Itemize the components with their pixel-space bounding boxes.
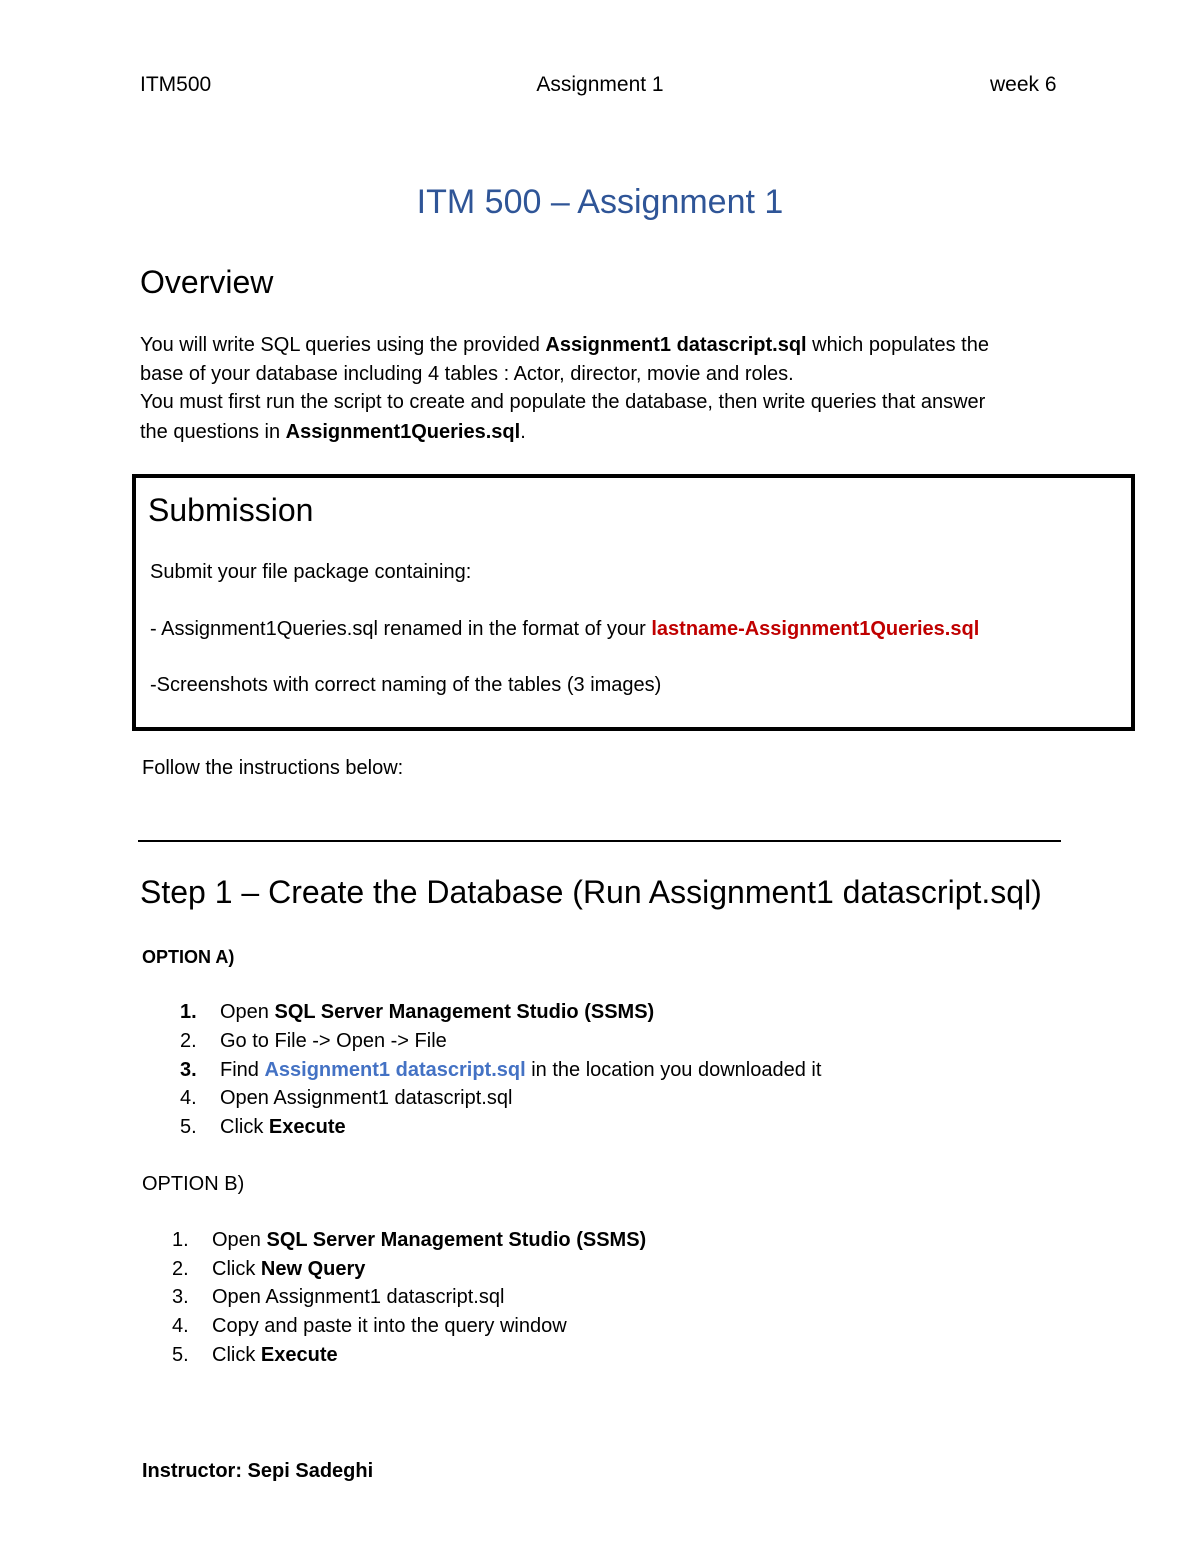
list-text: Copy and paste it into the query window xyxy=(212,1315,567,1337)
header-assignment: Assignment 1 xyxy=(536,73,664,96)
list-number: 3. xyxy=(172,1286,189,1308)
list-bold: Execute xyxy=(260,1344,338,1366)
list-number: 4. xyxy=(180,1087,197,1109)
submission-line-3: -Screenshots with correct naming of the tables (3 images) xyxy=(150,674,662,696)
datascript-link: Assignment1 datascript.sql xyxy=(264,1059,526,1081)
list-item xyxy=(172,1226,646,1254)
submission-text: - Assignment1Queries.sql renamed in the format of your xyxy=(150,618,652,640)
list-item xyxy=(172,1255,365,1283)
overview-text: which populates the xyxy=(806,334,989,356)
list-text: Open xyxy=(220,1001,275,1023)
list-text: Open Assignment1 datascript.sql xyxy=(220,1087,513,1109)
list-text: Go to File -> Open -> File xyxy=(220,1030,447,1052)
list-bold: SQL Server Management Studio (SSMS) xyxy=(274,1001,655,1023)
list-number: 5. xyxy=(180,1116,197,1138)
footer-instructor: Instructor: Sepi Sadeghi xyxy=(142,1460,374,1482)
list-bold: SQL Server Management Studio (SSMS) xyxy=(266,1229,647,1251)
page-title: ITM 500 – Assignment 1 xyxy=(416,183,784,221)
header-course: ITM500 xyxy=(140,73,212,96)
list-number: 3. xyxy=(180,1059,197,1081)
list-item xyxy=(172,1341,338,1369)
overview-heading: Overview xyxy=(140,264,274,300)
overview-text: the questions in xyxy=(140,421,286,443)
list-number: 2. xyxy=(180,1030,197,1052)
list-number: 1. xyxy=(180,1001,197,1023)
list-item xyxy=(172,1312,567,1340)
list-number: 1. xyxy=(172,1229,189,1251)
overview-line-1 xyxy=(140,331,989,359)
list-bold: Execute xyxy=(268,1116,346,1138)
list-text: Open xyxy=(212,1229,267,1251)
submission-heading: Submission xyxy=(148,492,314,528)
list-number: 2. xyxy=(172,1258,189,1280)
submission-line-1: Submit your file package containing: xyxy=(150,561,472,583)
datascript-filename: Assignment1 datascript.sql xyxy=(545,334,807,356)
queries-filename: Assignment1Queries.sql xyxy=(285,421,521,443)
list-text: Find xyxy=(220,1059,265,1081)
option-a-label: OPTION A) xyxy=(142,947,235,967)
overview-line-4 xyxy=(140,418,526,446)
list-text: Open Assignment1 datascript.sql xyxy=(212,1286,505,1308)
list-number: 5. xyxy=(172,1344,189,1366)
list-item xyxy=(180,1027,447,1055)
step1-heading: Step 1 – Create the Database (Run Assignment1 datascript.sql) xyxy=(140,874,1042,910)
overview-text: . xyxy=(520,421,526,443)
overview-text: You will write SQL queries using the provided xyxy=(140,334,546,356)
list-text: Click xyxy=(220,1116,269,1138)
list-item xyxy=(180,998,654,1026)
divider xyxy=(138,840,1061,842)
list-text: Click xyxy=(212,1258,261,1280)
list-number: 4. xyxy=(172,1315,189,1337)
list-item xyxy=(180,1056,821,1084)
overview-line-2: base of your database including 4 tables : Actor, director, movie and roles. xyxy=(140,363,794,385)
list-text: in the location you downloaded it xyxy=(525,1059,822,1081)
option-b-label: OPTION B) xyxy=(142,1173,245,1195)
list-bold: New Query xyxy=(260,1258,366,1280)
list-text: Click xyxy=(212,1344,261,1366)
list-item xyxy=(180,1113,346,1141)
header-week: week 6 xyxy=(990,73,1057,96)
follow-instructions: Follow the instructions below: xyxy=(142,757,404,779)
list-item xyxy=(180,1084,512,1112)
list-item xyxy=(172,1283,504,1311)
submission-filename-format: lastname-Assignment1Queries.sql xyxy=(651,618,980,640)
submission-line-2 xyxy=(150,615,979,643)
overview-line-3: You must first run the script to create and populate the database, then write queries that answer xyxy=(140,391,986,413)
